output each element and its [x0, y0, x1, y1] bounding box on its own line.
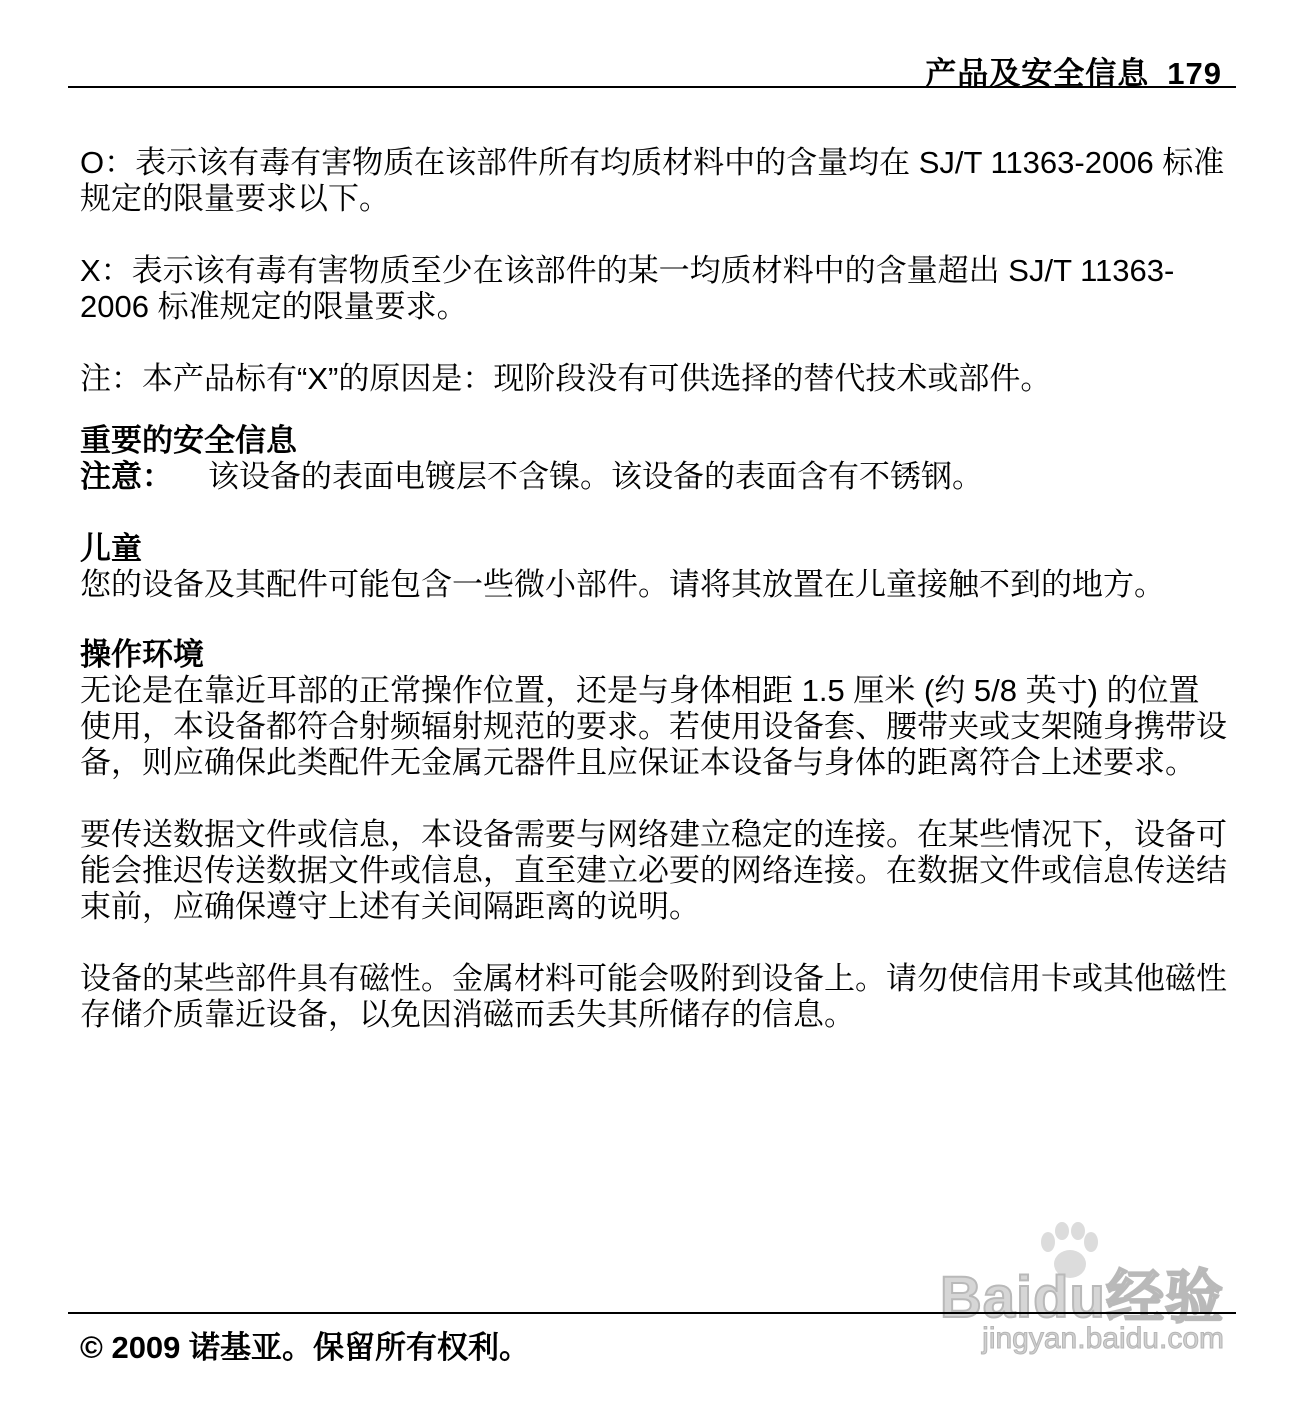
children-heading: 儿童: [80, 531, 142, 566]
environment-paragraph-2: 要传送数据文件或信息，本设备需要与网络建立稳定的连接。在某些情况下，设备可能会推迟传送数据文件或信息，直至建立必要的网络连接。在数据文件或信息传送结束前，应确保遵守上述有关间隔距离的说明。: [80, 817, 1227, 924]
children-text: 您的设备及其配件可能包含一些微小部件。请将其放置在儿童接触不到的地方。: [80, 567, 1165, 602]
copyright-text: © 2009 诺基亚。保留所有权利。: [80, 1330, 531, 1365]
environment-heading: 操作环境: [80, 637, 204, 672]
section-title: 产品及安全信息: [925, 56, 1150, 91]
paragraph-x-note: 注：本产品标有“X”的原因是：现阶段没有可供选择的替代技术或部件。: [80, 361, 1052, 396]
note-label: 注意：: [80, 459, 173, 494]
baidu-watermark: [924, 1222, 1224, 1372]
header-text: [925, 48, 1222, 93]
paragraph-o-definition: O：表示该有毒有害物质在该部件所有均质材料中的含量均在 SJ/T 11363-2006 标准规定的限量要求以下。: [80, 145, 1225, 216]
safety-note: [80, 459, 1230, 495]
safety-heading: 重要的安全信息: [80, 423, 297, 458]
watermark-logo: Baidu经验: [939, 1265, 1224, 1330]
watermark-url: jingyan.baidu.com: [982, 1322, 1224, 1355]
environment-paragraph-1: 无论是在靠近耳部的正常操作位置，还是与身体相距 1.5 厘米 (约 5/8 英寸) 的位置使用，本设备都符合射频辐射规范的要求。若使用设备套、腰带夹或支架随身携带设备，则应确保此类配件无金属元器件且应保证本设备与身体的距离符合上述要求。: [80, 673, 1227, 780]
environment-paragraph-3: 设备的某些部件具有磁性。金属材料可能会吸附到设备上。请勿使信用卡或其他磁性存储介质靠近设备，以免因消磁而丢失其所储存的信息。: [80, 961, 1227, 1032]
page-header: [68, 44, 1236, 91]
paragraph-x-definition: X：表示该有毒有害物质至少在该部件的某一均质材料中的含量超出 SJ/T 11363-2006 标准规定的限量要求。: [80, 253, 1175, 324]
note-text: 该设备的表面电镀层不含镍。该设备的表面含有不锈钢。: [208, 459, 983, 494]
page-content: [80, 145, 1230, 1069]
page-number: 179: [1167, 56, 1222, 91]
